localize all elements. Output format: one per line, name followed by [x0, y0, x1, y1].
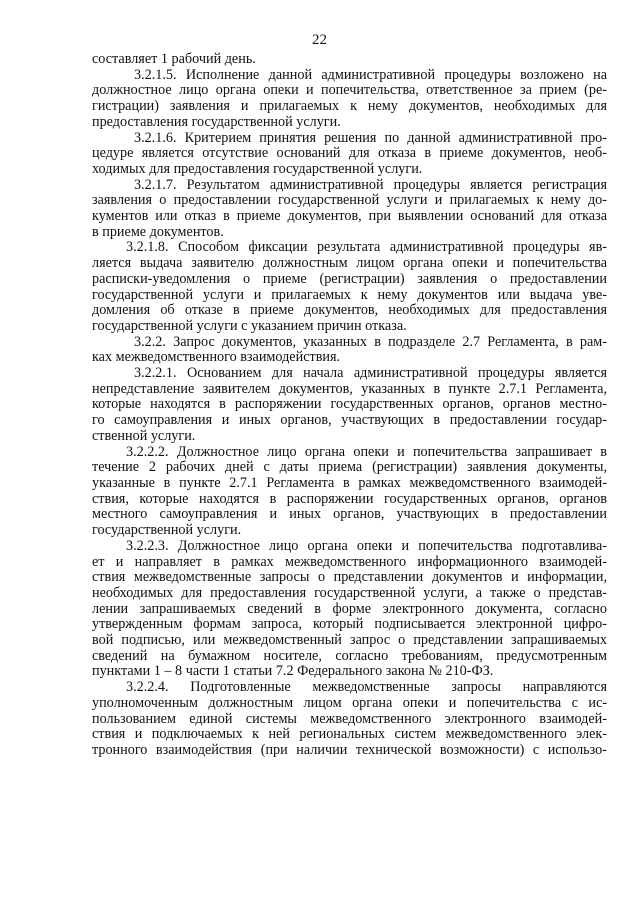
text-line: государственной услуги с указанием причин отказа. — [92, 318, 407, 334]
text-line: государственной услуги и прилагаемых к нему документов или выдача уве- — [92, 287, 607, 303]
text-line: расписки-уведомления о приеме (регистрации) заявления о предоставлении — [92, 271, 607, 287]
text-line: домления об отказе в приеме документов, необходимых для предоставления — [92, 303, 607, 319]
text-line: 3.2.2.4. Подготовленные межведомственные запросы направляются — [126, 680, 607, 696]
text-line: ходимых для предоставления государственной услуги. — [92, 161, 423, 177]
text-line: ках межведомственного взаимодействия. — [92, 350, 341, 366]
text-line: 3.2.2. Запрос документов, указанных в подразделе 2.7 Регламента, в рам- — [134, 334, 607, 350]
text-line: непредставление заявителем документов, указанных в пункте 2.7.1 Регламента, — [92, 381, 607, 397]
text-line: указанные в пункте 2.7.1 Регламента в рамках межведомственного взаимодей- — [92, 475, 607, 491]
text-line: заявления о предоставлении государственной услуги и прилагаемых к нему до- — [92, 193, 607, 209]
text-line: составляет 1 рабочий день. — [92, 52, 256, 67]
text-line: 3.2.1.7. Результатом административной процедуры является регистрация — [134, 177, 607, 193]
text-line: уполномоченным должностным лицом органа опеки и попечительства с ис- — [92, 695, 607, 711]
text-line: пунктами 1 – 8 части 1 статьи 7.2 Федерального закона № 210-ФЗ. — [92, 664, 494, 680]
text-line: ствия и подключаемых к ней региональных систем межведомственного элек- — [92, 727, 607, 743]
text-line: 3.2.1.5. Исполнение данной административной процедуры возложено на — [134, 67, 607, 83]
text-line: 3.2.1.8. Способом фиксации результата административной процедуры яв- — [126, 240, 607, 256]
text-line: гистрации) заявления и прилагаемых к нему документов, необходимых для — [92, 99, 607, 115]
text-line: кументов или отказ в приеме документов, при выявлении оснований для отказа — [92, 209, 607, 225]
text-line: тронного взаимодействия (при наличии технической возможности) с использо- — [92, 742, 607, 758]
text-line: 3.2.2.3. Должностное лицо органа опеки и попечительства подготавлива- — [126, 538, 607, 554]
text-line: 3.2.1.6. Критерием принятия решения по данной административной про- — [134, 130, 607, 146]
text-line: предоставления государственной услуги. — [92, 114, 341, 130]
text-line: 3.2.2.2. Должностное лицо органа опеки и попечительства запрашивает в — [126, 444, 607, 460]
text-line: вой подписью, или межведомственный запрос о представлении запрашиваемых — [92, 633, 607, 649]
text-line: сведений на бумажном носителе, согласно требованиям, предусмотренным — [92, 648, 607, 664]
page-number: 22 — [312, 32, 327, 48]
text-line: го самоуправления и иных органов, участвующих в предоставлении государ- — [92, 413, 607, 429]
text-line: лении запрашиваемых сведений в форме электронного документа, согласно — [92, 601, 607, 617]
text-line: 3.2.2.1. Основанием для начала административной процедуры является — [134, 366, 607, 382]
text-line: ляется выдача заявителю должностным лицом органа опеки и попечительства — [92, 256, 607, 272]
text-line: течение 2 рабочих дней с даты приема (регистрации) заявления документы, — [92, 460, 607, 476]
text-line: пользованием единой системы межведомственного электронного взаимодей- — [92, 711, 607, 727]
text-line: которые находятся в распоряжении государственных органов, органов местно- — [92, 397, 607, 413]
text-line: необходимых для предоставления государственной услуги, а также о представ- — [92, 585, 607, 601]
text-line: в приеме документов. — [92, 224, 224, 240]
text-line: государственной услуги. — [92, 523, 242, 539]
text-line: ственной услуги. — [92, 428, 196, 444]
text-line: цедуре является отсутствие оснований для отказа в приеме документов, необ- — [92, 146, 607, 162]
text-line: должностное лицо органа опеки и попечительства, ответственное за прием (ре- — [92, 83, 607, 99]
text-line: ствия межведомственные запросы о представлении документов и информации, — [92, 570, 607, 586]
text-line: ствия, которые находятся в распоряжении государственных органов, органов — [92, 491, 607, 507]
text-line: утвержденным формам запроса, который подписывается электронной цифро- — [92, 617, 607, 633]
text-line: ет и направляет в рамках межведомственного информационного взаимодей- — [92, 554, 607, 570]
document-body — [92, 52, 607, 759]
text-line: местного самоуправления и иных органов, участвующих в предоставлении — [92, 507, 607, 523]
